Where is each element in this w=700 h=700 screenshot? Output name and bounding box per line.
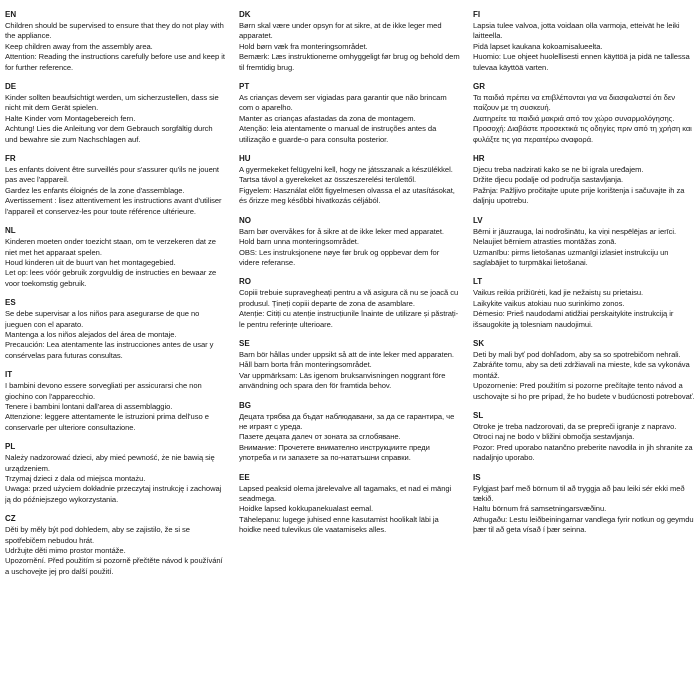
notice-text-line: Внимание: Прочетете внимателно инструкциите преди употреба и ги запазете за по-нататъшни справки.: [239, 442, 430, 463]
language-code: GR: [473, 82, 485, 92]
notice-text-line: Les enfants doivent être surveillés pour s'assurer qu'ils ne jouent pas avec l'appareil.: [5, 165, 219, 185]
notice-text-line: Lapsed peaksid olema järelevalve all tagamaks, et nad ei mängi seadmega.: [239, 483, 452, 503]
language-section-gr: [473, 82, 695, 145]
notice-text-line: Mantenga a los niños alejados del área de montaje.: [5, 329, 177, 339]
notice-text-line: Huomio: Lue ohjeet huolellisesti ennen käyttöä ja pidä ne tallessa tulevaa käyttöä varten.: [473, 52, 690, 72]
notice-text-line: Precaución: Lea atentamente las instrucciones antes de usar y consérvelas para futuras consultas.: [5, 340, 214, 360]
language-section-hu: [239, 154, 461, 207]
notice-text-line: Djecu treba nadzirati kako se ne bi igrala uređajem.: [473, 165, 644, 175]
language-section-en: [5, 10, 227, 73]
language-section-nl: [5, 226, 227, 289]
language-section-ro: [239, 277, 461, 330]
notice-text-line: Keep children away from the assembly area.: [5, 41, 153, 51]
language-section-ee: [239, 473, 461, 536]
language-section-hr: [473, 154, 695, 207]
language-section-lv: [473, 216, 695, 269]
language-section-no: [239, 216, 461, 269]
column-right: [473, 10, 695, 695]
language-code: EN: [5, 10, 17, 19]
notice-text-line: Pidä lapset kaukana kokoamisalueelta.: [473, 41, 603, 51]
notice-text-line: Copiii trebuie supravegheați pentru a vă asigura că nu se joacă cu produsul. Țineți copiii departe de zona de asamblare.: [239, 288, 459, 308]
language-code: SE: [239, 338, 250, 348]
language-code: IS: [473, 472, 481, 482]
notice-text-line: Haltu börnum frá samsetningarsvæðinu.: [473, 504, 607, 514]
language-code: PT: [239, 82, 250, 92]
notice-text-line: Var uppmärksam: Läs igenom bruksanvisningen noggrant före användning och spara den för framtida behov.: [239, 370, 446, 391]
language-code: SL: [473, 410, 484, 420]
language-code: PL: [5, 442, 16, 452]
notice-text-line: Pozor: Pred uporabo natančno preberite navodila in jih shranite za nadaljnjo uporabo.: [473, 442, 693, 463]
notice-text-line: Tartsa távol a gyerekeket az összeszerelési területtől.: [239, 175, 417, 185]
language-section-lt: [473, 277, 695, 330]
notice-text-line: Kinderen moeten onder toezicht staan, om te verzekeren dat ze niet met het apparaat spelen.: [5, 237, 216, 257]
notice-text-line: Hoidke lapsed kokkupanekualast eemal.: [239, 504, 374, 514]
notice-text-line: Uzmanību: pirms lietošanas uzmanīgi izlasiet instrukciju un saglabājiet to turpmākai lietošanai.: [473, 247, 669, 267]
notice-text-line: Bērni ir jāuzrauga, lai nodrošinātu, ka viņi nespēlējas ar ierīci.: [473, 226, 677, 236]
language-section-sk: [473, 339, 695, 402]
notice-text-line: Barn bør overvåkes for å sikre at de ikke leker med apparatet.: [239, 226, 444, 236]
language-code: EE: [239, 472, 250, 482]
notice-text-line: Hold barn unna monteringsområdet.: [239, 237, 359, 247]
notice-text-line: Kinder sollten beaufsichtigt werden, um sicherzustellen, dass sie nicht mit dem Gerät spielen.: [5, 93, 219, 113]
language-code: ES: [5, 298, 16, 308]
language-section-cz: [5, 514, 227, 577]
language-code: NL: [5, 226, 16, 236]
language-section-se: [239, 339, 461, 392]
language-section-es: [5, 298, 227, 361]
notice-text-line: Upozornenie: Pred použitím si pozorne prečítajte tento návod a uschovajte si ho pre prípad, že ho budete v budúcnosti potrebovať.: [473, 381, 695, 401]
language-section-is: [473, 473, 695, 536]
notice-text-line: Athugaðu: Lestu leiðbeiningarnar vandlega fyrir notkun og geymdu þær til að geta vísað í þær seinna.: [473, 514, 694, 535]
notice-text-line: Let op: lees vóór gebruik zorgvuldig de instructies en bewaar ze voor toekomstig gebruik.: [5, 268, 217, 288]
notice-text-line: Avertissement : lisez attentivement les instructions avant d'utiliser l'appareil et conservez-les pour toute référence ultérieure.: [5, 196, 222, 216]
language-section-sl: [473, 411, 695, 464]
notice-text-line: Hold børn væk fra monteringsområdet.: [239, 41, 368, 51]
language-code: NO: [239, 215, 251, 225]
notice-text-line: Se debe supervisar a los niños para asegurarse de que no jueguen con el aparato.: [5, 309, 200, 329]
language-section-dk: [239, 10, 461, 73]
notice-text-line: Figyelem: Használat előtt figyelmesen olvassa el az utasításokat, és őrizze meg későbbi hivatkozás céljából.: [239, 185, 455, 206]
notice-text-line: A gyermekeket felügyelni kell, hogy ne játsszanak a készülékkel.: [239, 165, 453, 175]
notice-text-line: Držite djecu podalje od područja sastavljanja.: [473, 175, 624, 185]
notice-text-line: Bemærk: Læs instruktionerne omhyggeligt før brug og behold dem til fremtidig brug.: [239, 52, 460, 72]
notice-text-line: Vaikus reikia prižiūrėti, kad jie nežaistų su prietaisu.: [473, 288, 644, 298]
notice-text-line: Manter as crianças afastadas da zona de montagem.: [239, 113, 416, 123]
notice-text-line: Τα παιδιά πρέπει να επιβλέπονται για να διασφαλιστεί ότι δεν παίζουν με τη συσκευή.: [473, 93, 675, 113]
notice-text-line: Children should be supervised to ensure that they do not play with the appliance.: [5, 21, 224, 41]
notice-text-line: Halte Kinder vom Montagebereich fern.: [5, 113, 136, 123]
language-code: HR: [473, 154, 485, 164]
notice-text-line: Zabráňte tomu, aby sa deti zdržiavali na mieste, kde sa vykonáva montáž.: [473, 360, 690, 380]
notice-text-line: Nelaujiet bērniem atrasties montāžas zonā.: [473, 237, 617, 247]
notice-text-line: Barn bör hållas under uppsikt så att de inte leker med apparaten.: [239, 349, 454, 359]
notice-text-line: Trzymaj dzieci z dala od miejsca montażu.: [5, 474, 146, 483]
notice-text-line: Otroke je treba nadzorovati, da se prepreči igranje z napravo.: [473, 421, 677, 431]
notice-text-line: I bambini devono essere sorvegliati per assicurarsi che non giochino con l'apparecchio.: [5, 381, 202, 401]
language-code: RO: [239, 277, 251, 287]
language-code: DK: [239, 10, 251, 19]
language-section-pt: [239, 82, 461, 145]
language-section-bg: [239, 401, 461, 464]
column-middle: [239, 10, 461, 695]
notice-text-line: Tenere i bambini lontani dall'area di assemblaggio.: [5, 401, 173, 411]
notice-text-line: OBS: Les instruksjonene nøye før bruk og oppbevar dem for videre referanse.: [239, 247, 440, 267]
notice-text-line: Προσοχή: Διαβάστε προσεκτικά τις οδηγίες πριν από τη χρήση και φυλάξτε τις για περαιτέρω αναφορά.: [473, 124, 692, 144]
language-code: LV: [473, 215, 483, 225]
notice-text-line: Pažnja: Pažljivo pročitajte upute prije korištenja i sačuvajte ih za daljnju upotrebu.: [473, 185, 685, 206]
language-section-it: [5, 370, 227, 433]
language-section-de: [5, 82, 227, 145]
language-code: BG: [239, 400, 251, 410]
notice-text-line: Atenção: leia atentamente o manual de instruções antes da utilização e guarde-o para consulta posterior.: [239, 124, 437, 144]
language-code: IT: [5, 370, 13, 380]
column-left: [5, 10, 227, 695]
notice-text-line: Deti by mali byť pod dohľadom, aby sa so spotrebičom nehrali.: [473, 349, 681, 359]
language-code: CZ: [5, 514, 16, 524]
notice-text-line: Achtung! Lies die Anleitung vor dem Gebrauch sorgfältig durch und bewahre sie zum Nachschlagen auf.: [5, 124, 213, 144]
notice-text-line: Houd kinderen uit de buurt van het montagegebied.: [5, 257, 176, 267]
notice-text-line: Διατηρείτε τα παιδιά μακριά από τον χώρο συναρμολόγησης.: [473, 113, 675, 123]
language-code: HU: [239, 154, 251, 164]
language-code: LT: [473, 277, 483, 287]
notice-text-line: Attention: Reading the instructions carefully before use and keep it for further reference.: [5, 52, 225, 72]
notice-text-line: Fylgjast þarf með börnum til að tryggja að þau leiki sér ekki með tækið.: [473, 483, 685, 503]
notice-text-line: Uwaga: przed użyciem dokładnie przeczytaj instrukcję i zachowaj ją do późniejszego wykorzystania.: [5, 484, 222, 504]
notice-text-line: Håll barn borta från monteringsområdet.: [239, 360, 372, 370]
notice-text-line: Upozornění. Před použitím si pozorně přečtěte návod k používání a uschovejte jej pro další použití.: [5, 556, 223, 576]
notice-text-line: Lapsia tulee valvoa, jotta voidaan olla varmoja, etteivät he leiki laitteella.: [473, 21, 680, 41]
language-section-pl: [5, 442, 227, 505]
notice-text-line: Udržujte děti mimo prostor montáže.: [5, 546, 126, 556]
safety-notice-page: [5, 10, 695, 695]
language-code: SK: [473, 338, 485, 348]
notice-text-line: Децата трябва да бъдат наблюдавани, за да се гарантира, че не играят с уреда.: [239, 411, 455, 431]
language-code: FR: [5, 154, 16, 164]
language-code: FI: [473, 10, 481, 19]
language-code: DE: [5, 82, 17, 92]
notice-text-line: Děti by měly být pod dohledem, aby se zajistilo, že si se spotřebičem nebudou hrát.: [5, 525, 190, 545]
notice-text-line: Gardez les enfants éloignés de la zone d'assemblage.: [5, 185, 185, 195]
language-section-fr: [5, 154, 227, 217]
notice-text-line: Dėmesio: Prieš naudodami atidžiai perskaitykite instrukciją ir išsaugokite ją tolesniam naudojimui.: [473, 309, 674, 329]
notice-text-line: As crianças devem ser vigiadas para garantir que não brincam com o aparelho.: [239, 93, 447, 113]
notice-text-line: Børn skal være under opsyn for at sikre, at de ikke leger med apparatet.: [239, 21, 442, 41]
notice-text-line: Laikykite vaikus atokiau nuo surinkimo zonos.: [473, 298, 625, 308]
language-section-fi: [473, 10, 695, 73]
notice-text-line: Пазете децата далеч от зоната за сглобяване.: [239, 432, 401, 442]
notice-text-line: Attenzione: leggere attentamente le istruzioni prima dell'uso e conservarle per ulteriore consultazione.: [5, 412, 209, 432]
notice-text-line: Tähelepanu: lugege juhised enne kasutamist hoolikalt läbi ja hoidke need tulevikus üle vaatamiseks alles.: [239, 514, 439, 535]
notice-text-line: Atenție: Citiți cu atenție instrucțiunile înainte de utilizare și păstrați-le pentru referințe ulterioare.: [239, 309, 459, 329]
notice-text-line: Należy nadzorować dzieci, aby mieć pewność, że nie bawią się urządzeniem.: [5, 453, 215, 473]
notice-text-line: Otroci naj ne bodo v bližini območja sestavljanja.: [473, 432, 635, 442]
